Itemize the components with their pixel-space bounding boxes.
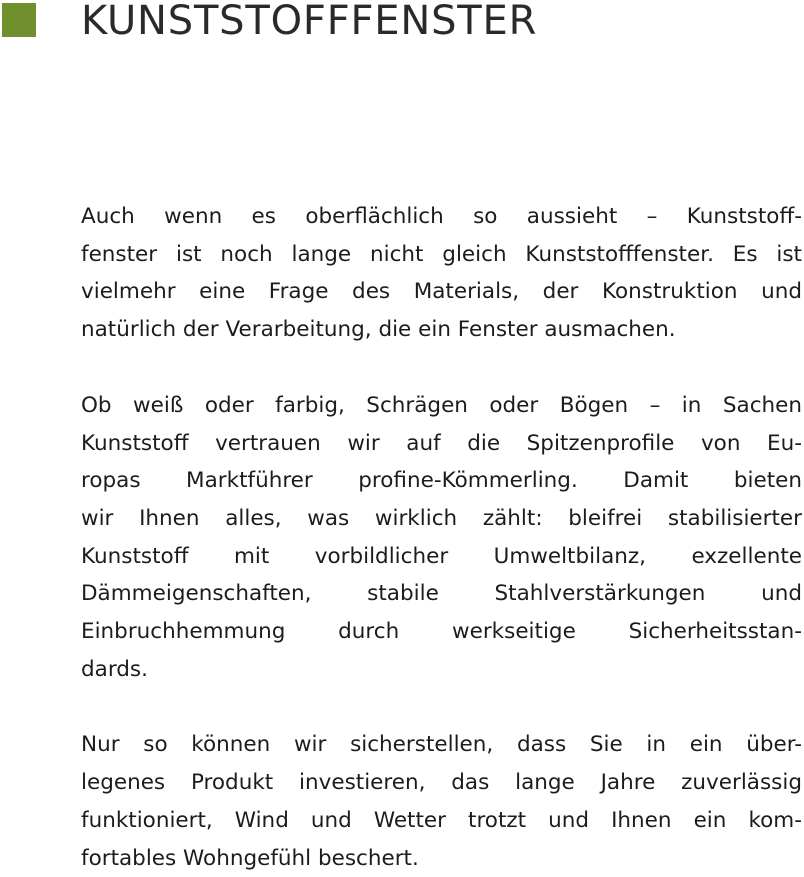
paragraph-3-line-4: fortables Wohngefühl beschert. bbox=[81, 845, 419, 871]
paragraph-1-line-1: Auch wenn es oberflächlich so aussieht – Kunststoff- bbox=[81, 204, 802, 229]
page-title: KUNSTSTOFFFENSTER bbox=[81, 0, 538, 44]
title-accent-square bbox=[2, 3, 36, 37]
paragraph-2-line-8: dards. bbox=[81, 656, 148, 682]
paragraph-1-line-2: fenster ist noch lange nicht gleich Kunststofffenster. Es ist bbox=[81, 241, 802, 267]
paragraph-1-line-3: vielmehr eine Frage des Materials, der Konstruktion und bbox=[81, 279, 802, 305]
paragraph-1-line-4: natürlich der Verarbeitung, die ein Fenster ausmachen. bbox=[81, 317, 676, 343]
paragraph-2-line-7: Einbruchhemmung durch werkseitige Sicherheitsstan- bbox=[81, 619, 802, 645]
paragraph-3 bbox=[81, 726, 802, 877]
paragraph-2-line-1: Ob weiß oder farbig, Schrägen oder Bögen – in Sachen bbox=[81, 392, 802, 418]
paragraph-3-line-2: legenes Produkt investieren, das lange Jahre zuverlässig bbox=[81, 770, 802, 796]
paragraph-2-line-4: wir Ihnen alles, was wirklich zählt: bleifrei stabilisierter bbox=[81, 505, 802, 531]
paragraph-2 bbox=[81, 387, 802, 689]
paragraph-2-line-6: Dämmeigenschaften, stabile Stahlverstärkungen und bbox=[81, 581, 802, 607]
body-text bbox=[81, 198, 802, 877]
paragraph-1 bbox=[81, 198, 802, 349]
paragraph-3-line-3: funktioniert, Wind und Wetter trotzt und Ihnen ein kom- bbox=[81, 807, 802, 833]
paragraph-2-line-2: Kunststoff vertrauen wir auf die Spitzenprofile von Eu- bbox=[81, 430, 802, 456]
paragraph-3-line-1: Nur so können wir sicherstellen, dass Sie in ein über- bbox=[81, 732, 802, 758]
paragraph-2-line-3: ropas Marktführer profine-Kömmerling. Damit bieten bbox=[81, 468, 802, 494]
paragraph-2-line-5: Kunststoff mit vorbildlicher Umweltbilanz, exzellente bbox=[81, 543, 802, 569]
